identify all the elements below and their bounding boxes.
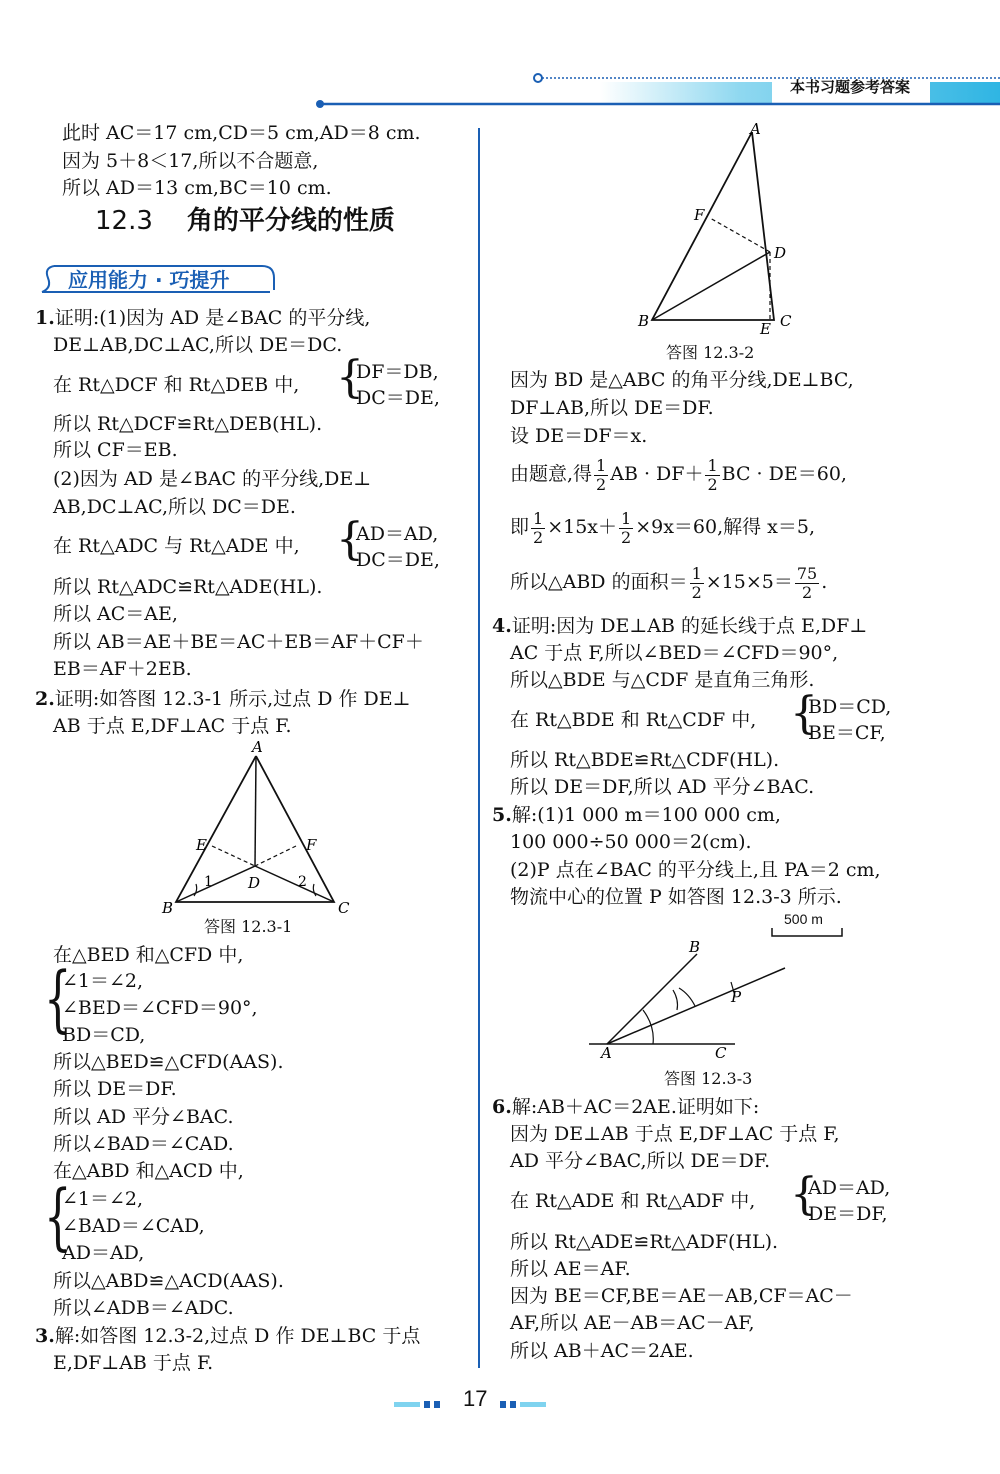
- intro-line-2: 因为 5＋8＜17,所以不合题意,: [62, 150, 319, 172]
- q5-line-1: [492, 802, 781, 828]
- q6-line-7: 因为 BE＝CF,BE＝AE－AB,CF＝AC－: [510, 1285, 853, 1307]
- fraction-half-1: [594, 457, 608, 494]
- q3-l5-text-b: ×15x＋: [547, 516, 618, 538]
- fraction-num: 1: [621, 508, 632, 528]
- q4-system-b: BE＝CF,: [808, 722, 886, 744]
- fig2-label-F: F: [694, 206, 705, 224]
- column-divider: [478, 128, 480, 1368]
- q3-line-1: [35, 1323, 420, 1349]
- q6-line-9: 所以 AB＋AC＝2AE.: [510, 1340, 694, 1362]
- section-title: 角的平分线的性质: [186, 206, 395, 236]
- q1-line-5: 所以 CF＝EB.: [53, 439, 178, 461]
- q6-system-b: DE＝DF,: [808, 1203, 888, 1225]
- q2-line-1: [35, 686, 411, 712]
- q3-l4-text-c: BC · DE＝60,: [721, 463, 847, 485]
- q2-line-6: 所以 AD 平分∠BAC.: [53, 1106, 234, 1128]
- fraction-num: 1: [533, 508, 544, 528]
- badge-label: 应用能力 · 巧提升: [68, 268, 230, 292]
- fig3-label-P: P: [731, 988, 742, 1006]
- q1-line-11: 所以 AB＝AE＋BE＝AC＋EB＝AF＋CF＋: [53, 631, 424, 653]
- fig1-angle-2: 2: [298, 874, 307, 890]
- figure-12-3-1: [160, 738, 360, 918]
- q4-line-6: 所以 DE＝DF,所以 AD 平分∠BAC.: [510, 776, 815, 798]
- q2-cond-1: ∠1＝∠2,: [62, 970, 144, 992]
- q1-line-10: 所以 AC＝AE,: [53, 603, 178, 625]
- q2-line-10: 所以∠ADB＝∠ADC.: [53, 1297, 234, 1319]
- fig1-angle-1: 1: [204, 874, 213, 890]
- q6-line-1: [492, 1094, 759, 1120]
- scale-label: 500 m: [784, 911, 823, 927]
- figure-12-3-2: [630, 122, 810, 337]
- fig1-label-B: B: [162, 899, 174, 917]
- fig3-label-A: A: [601, 1044, 612, 1060]
- fraction-den: 2: [691, 582, 702, 602]
- q1-line-6: (2)因为 AD 是∠BAC 的平分线,DE⊥: [53, 468, 372, 490]
- fig1-label-F: F: [306, 836, 317, 854]
- section-number: 12.3: [95, 206, 153, 236]
- q1-number: 1.: [35, 307, 55, 329]
- section-badge: [40, 262, 266, 292]
- q6-number: 6.: [492, 1096, 512, 1118]
- fig2-label-D: D: [774, 244, 787, 262]
- q3-l5-text-a: 即: [510, 516, 530, 538]
- fraction-half-2: [705, 457, 719, 494]
- q2-cond-2: ∠BED＝∠CFD＝90°,: [62, 997, 258, 1019]
- q2-line-3: 在△BED 和△CFD 中,: [53, 944, 244, 966]
- q1-brace-2: {: [336, 514, 364, 565]
- q3-l4-text-b: AB · DF＋: [610, 463, 704, 485]
- q4-line-4: 在 Rt△BDE 和 Rt△CDF 中,: [510, 709, 757, 731]
- q3-l6-text-a: 所以△ABD 的面积＝: [510, 571, 688, 593]
- q2-line-9: 所以△ABD≌△ACD(AAS).: [53, 1270, 284, 1292]
- q3-l6-text-c: .: [821, 571, 828, 593]
- q4-system-a: BD＝CD,: [808, 696, 892, 718]
- q3-cont-line-1: 因为 BD 是△ABC 的角平分线,DE⊥BC,: [510, 369, 854, 391]
- q3-l4-text-a: 由题意,得: [510, 463, 593, 485]
- fig2-label-B: B: [638, 312, 650, 330]
- q4-brace: {: [790, 688, 818, 739]
- q5-line-4: 物流中心的位置 P 如答图 12.3-3 所示.: [510, 886, 842, 908]
- q4-line-3: 所以△BDE 与△CDF 是直角三角形.: [510, 669, 815, 691]
- figure-12-3-3-caption: 答图 12.3-3: [664, 1069, 753, 1088]
- fraction-half-4: [619, 510, 633, 547]
- q2-cond-3: BD＝CD,: [62, 1024, 146, 1046]
- q1-line-4: 所以 Rt△DCF≌Rt△DEB(HL).: [53, 413, 323, 435]
- q2-line-8: 在△ABD 和△ACD 中,: [53, 1160, 244, 1182]
- fig1-label-A: A: [252, 738, 263, 756]
- q1-system2-a: AD＝AD,: [356, 523, 439, 545]
- q1-line-7: AB,DC⊥AC,所以 DC＝DE.: [53, 496, 296, 518]
- q1-system1-b: DC＝DE,: [356, 387, 440, 409]
- fraction-den: 2: [596, 474, 607, 494]
- q6-text-1: 解:AB＋AC＝2AE.证明如下:: [511, 1096, 760, 1118]
- q2-line-5: 所以 DE＝DF.: [53, 1078, 177, 1100]
- q1-line-2: DE⊥AB,DC⊥AC,所以 DE＝DC.: [53, 334, 343, 356]
- figure-12-3-1-caption: 答图 12.3-1: [204, 917, 293, 936]
- q6-line-2: 因为 DE⊥AB 于点 E,DF⊥AC 于点 F,: [510, 1123, 840, 1145]
- fraction-num: 1: [596, 455, 607, 475]
- fig1-label-C: C: [338, 899, 350, 917]
- q1-brace-1: {: [336, 352, 364, 403]
- q2-line-4: 所以△BED≌△CFD(AAS).: [53, 1051, 284, 1073]
- q6-line-8: AF,所以 AE－AB＝AC－AF,: [510, 1312, 755, 1334]
- q2-brace-1: {: [44, 956, 72, 1040]
- q5-line-2: 100 000÷50 000＝2(cm).: [510, 831, 752, 853]
- header-title: 本书习题参考答案: [790, 78, 911, 96]
- q6-line-5: 所以 Rt△ADE≌Rt△ADF(HL).: [510, 1231, 779, 1253]
- q2-text-1: 证明:如答图 12.3-1 所示,过点 D 作 DE⊥: [54, 688, 411, 710]
- fig3-label-B: B: [689, 940, 701, 956]
- q2-cond-5: ∠BAD＝∠CAD,: [62, 1215, 205, 1237]
- q4-line-1: [492, 613, 867, 639]
- q3-cont-line-4: [510, 452, 847, 496]
- q2-number: 2.: [35, 688, 55, 710]
- fraction-den: 2: [801, 582, 813, 602]
- fig2-label-C: C: [780, 312, 792, 330]
- intro-line-1: 此时 AC＝17 cm,CD＝5 cm,AD＝8 cm.: [62, 122, 421, 144]
- q5-line-3: (2)P 点在∠BAC 的平分线上,且 PA＝2 cm,: [510, 859, 881, 881]
- fig1-label-E: E: [196, 836, 207, 854]
- q3-cont-line-6: [510, 560, 827, 604]
- q1-system1-a: DF＝DB,: [356, 361, 439, 383]
- q4-line-2: AC 于点 F,所以∠BED＝∠CFD＝90°,: [510, 642, 839, 664]
- q1-line-12: EB＝AF＋2EB.: [53, 658, 192, 680]
- fig2-label-E: E: [760, 320, 771, 337]
- q5-number: 5.: [492, 804, 512, 826]
- figure-12-3-2-caption: 答图 12.3-2: [666, 343, 755, 362]
- q6-system-a: AD＝AD,: [808, 1177, 891, 1199]
- q1-line-3: 在 Rt△DCF 和 Rt△DEB 中,: [53, 374, 300, 396]
- q6-line-4: 在 Rt△ADE 和 Rt△ADF 中,: [510, 1190, 756, 1212]
- q3-l6-text-b: ×15×5＝: [705, 571, 793, 593]
- fig1-label-D: D: [248, 874, 261, 892]
- q4-line-5: 所以 Rt△BDE≌Rt△CDF(HL).: [510, 749, 780, 771]
- intro-line-3: 所以 AD＝13 cm,BC＝10 cm.: [62, 177, 332, 199]
- q1-system2-b: DC＝DE,: [356, 549, 440, 571]
- fig3-label-C: C: [715, 1044, 727, 1060]
- q6-line-6: 所以 AE＝AF.: [510, 1258, 631, 1280]
- q2-line-2: AB 于点 E,DF⊥AC 于点 F.: [53, 715, 292, 737]
- page-number: 17: [463, 1386, 488, 1411]
- q1-text-1: 证明:(1)因为 AD 是∠BAC 的平分线,: [54, 307, 371, 329]
- q1-line-1: [35, 305, 370, 331]
- fraction-75-over-2: [795, 565, 819, 602]
- q3-cont-line-2: DF⊥AB,所以 DE＝DF.: [510, 397, 714, 419]
- q4-number: 4.: [492, 615, 512, 637]
- fraction-den: 2: [533, 527, 544, 547]
- q6-brace: {: [790, 1169, 818, 1220]
- fraction-half-3: [531, 510, 545, 547]
- q1-line-9: 所以 Rt△ADC≌Rt△ADE(HL).: [53, 576, 323, 598]
- figure-12-3-3: [585, 940, 805, 1060]
- q1-line-8: 在 Rt△ADC 与 Rt△ADE 中,: [53, 535, 300, 557]
- q4-text-1: 证明:因为 DE⊥AB 的延长线于点 E,DF⊥: [511, 615, 868, 637]
- q3-cont-line-3: 设 DE＝DF＝x.: [510, 425, 648, 447]
- fraction-num: 1: [691, 563, 702, 583]
- q3-number: 3.: [35, 1325, 55, 1347]
- fraction-half-5: [690, 565, 704, 602]
- q2-cond-6: AD＝AD,: [62, 1242, 145, 1264]
- fraction-num: 1: [707, 455, 718, 475]
- q6-line-3: AD 平分∠BAC,所以 DE＝DF.: [510, 1150, 771, 1172]
- section-heading: [95, 200, 395, 237]
- fraction-den: 2: [707, 474, 718, 494]
- q5-text-1: 解:(1)1 000 m＝100 000 cm,: [511, 804, 781, 826]
- q2-cond-4: ∠1＝∠2,: [62, 1188, 144, 1210]
- fig2-label-A: A: [750, 122, 761, 138]
- q3-cont-line-5: [510, 505, 815, 549]
- q3-line-2: E,DF⊥AB 于点 F.: [53, 1352, 214, 1374]
- fraction-num: 75: [796, 563, 818, 583]
- q3-text-1: 解:如答图 12.3-2,过点 D 作 DE⊥BC 于点: [54, 1325, 421, 1347]
- q2-line-7: 所以∠BAD＝∠CAD.: [53, 1133, 234, 1155]
- q3-l5-text-c: ×9x＝60,解得 x＝5,: [635, 516, 816, 538]
- q2-brace-2: {: [44, 1174, 72, 1258]
- fraction-den: 2: [621, 527, 632, 547]
- scale-bar: [770, 926, 850, 940]
